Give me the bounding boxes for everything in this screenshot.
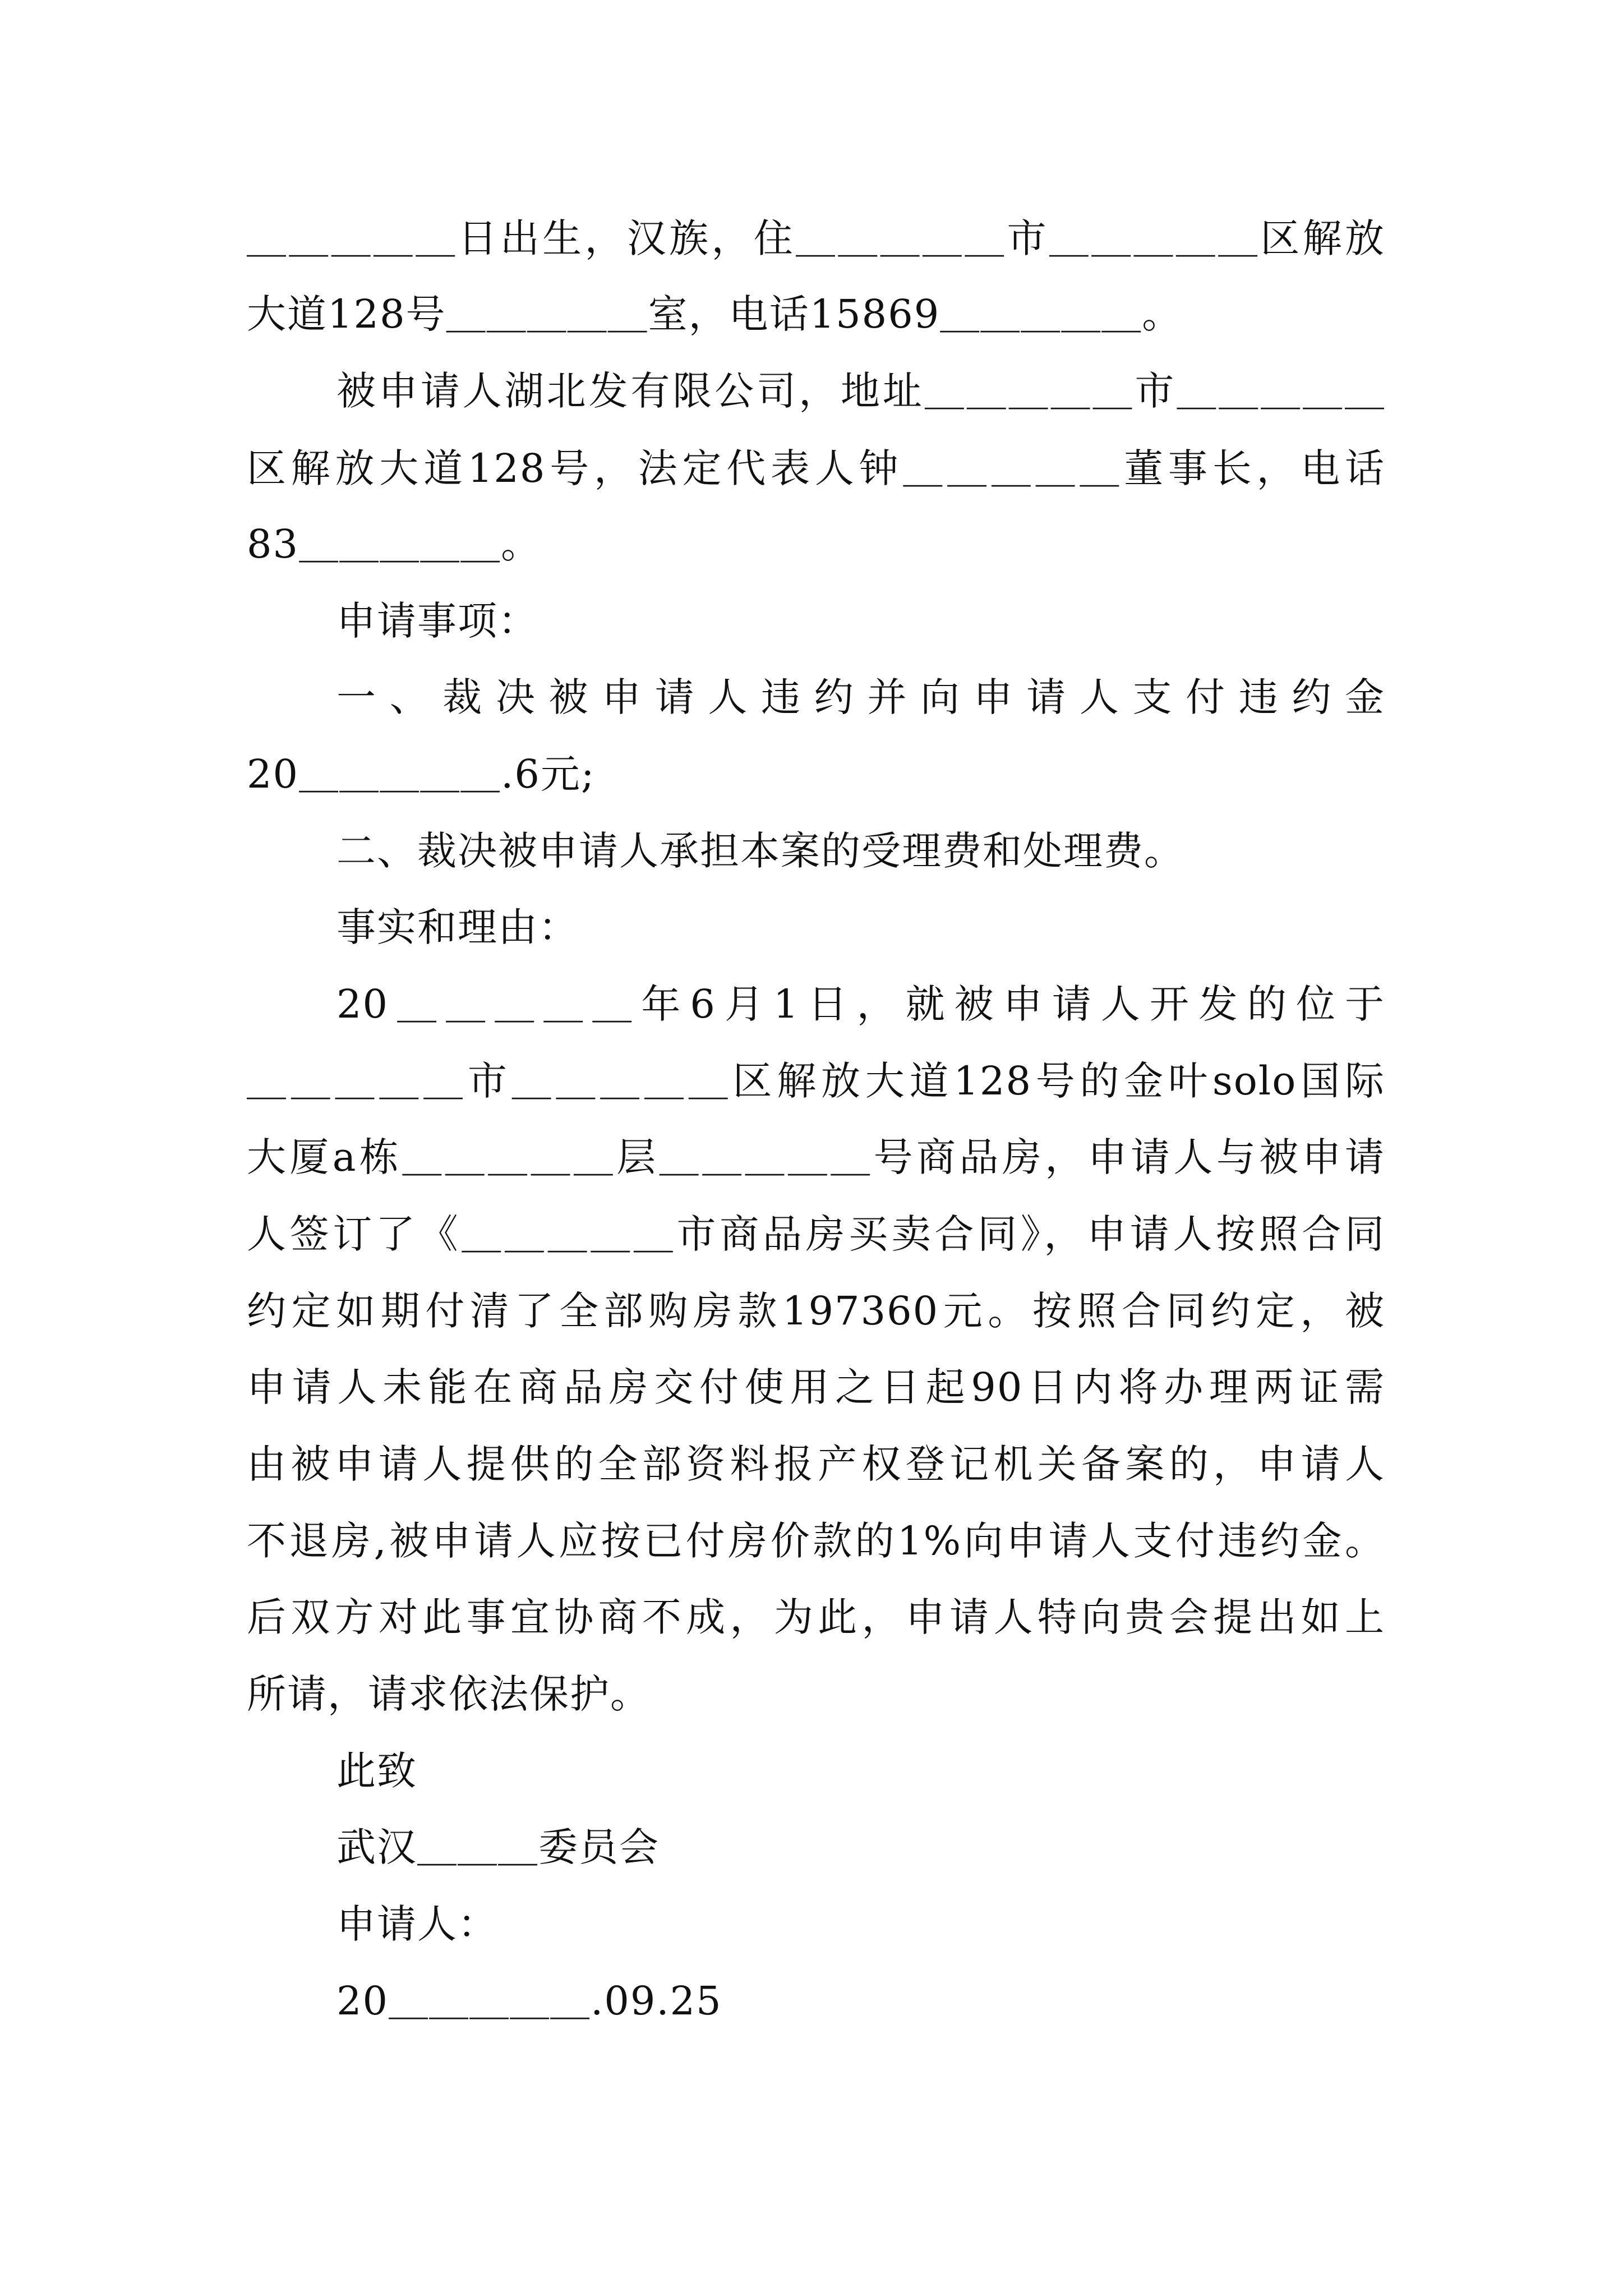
facts-line-3: 大厦a栋＿＿＿＿＿层＿＿＿＿＿号商品房，申请人与被申请 (247, 1134, 1385, 1180)
facts-line-2: ＿＿＿＿＿市＿＿＿＿＿区解放大道128号的金叶solo国际 (247, 1058, 1385, 1104)
request-item-2: 二、裁决被申请人承担本案的受理费和处理费。 (336, 828, 1184, 874)
facts-line-7: 由被申请人提供的全部资料报产权登记机关备案的，申请人 (247, 1441, 1385, 1487)
closing-salutation: 此致 (336, 1748, 417, 1794)
applicant-signature-label: 申请人： (336, 1901, 498, 1947)
facts-line-8: 不退房,被申请人应按已付房价款的1%向申请人支付违约金。 (247, 1518, 1385, 1564)
request-item-1-cont: 20＿＿＿＿＿.6元; (247, 751, 596, 797)
text-line-5: 83＿＿＿＿＿。 (247, 521, 542, 567)
facts-line-6: 申请人未能在商品房交付使用之日起90日内将办理两证需 (247, 1364, 1385, 1410)
text-line-2: 大道128号＿＿＿＿＿室，电话15869＿＿＿＿＿。 (247, 291, 1183, 337)
request-item-1: 一、裁决被申请人违约并向申请人支付违约金 (336, 674, 1385, 720)
section-heading-facts: 事实和理由： (336, 904, 579, 950)
date-line: 20＿＿＿＿＿.09.25 (336, 1978, 722, 2024)
facts-line-10: 所请，请求依法保护。 (247, 1671, 651, 1717)
text-line-3: 被申请人湖北发有限公司，地址＿＿＿＿＿市＿＿＿＿＿ (336, 368, 1385, 414)
facts-line-4: 人签订了《＿＿＿＿＿市商品房买卖合同》，申请人按照合同 (247, 1211, 1385, 1257)
facts-line-9: 后双方对此事宜协商不成，为此，申请人特向贵会提出如上 (247, 1594, 1385, 1640)
recipient-line: 武汉＿＿＿委员会 (336, 1824, 660, 1870)
section-heading-requests: 申请事项： (336, 598, 538, 644)
facts-line-5: 约定如期付清了全部购房款197360元。按照合同约定，被 (247, 1288, 1385, 1334)
text-line-1: ＿＿＿＿＿日出生，汉族，住＿＿＿＿＿市＿＿＿＿＿区解放 (247, 215, 1385, 261)
facts-line-1: 20＿＿＿＿＿年6月1日，就被申请人开发的位于 (336, 981, 1385, 1027)
text-line-4: 区解放大道128号，法定代表人钟＿＿＿＿＿董事长，电话 (247, 445, 1385, 491)
